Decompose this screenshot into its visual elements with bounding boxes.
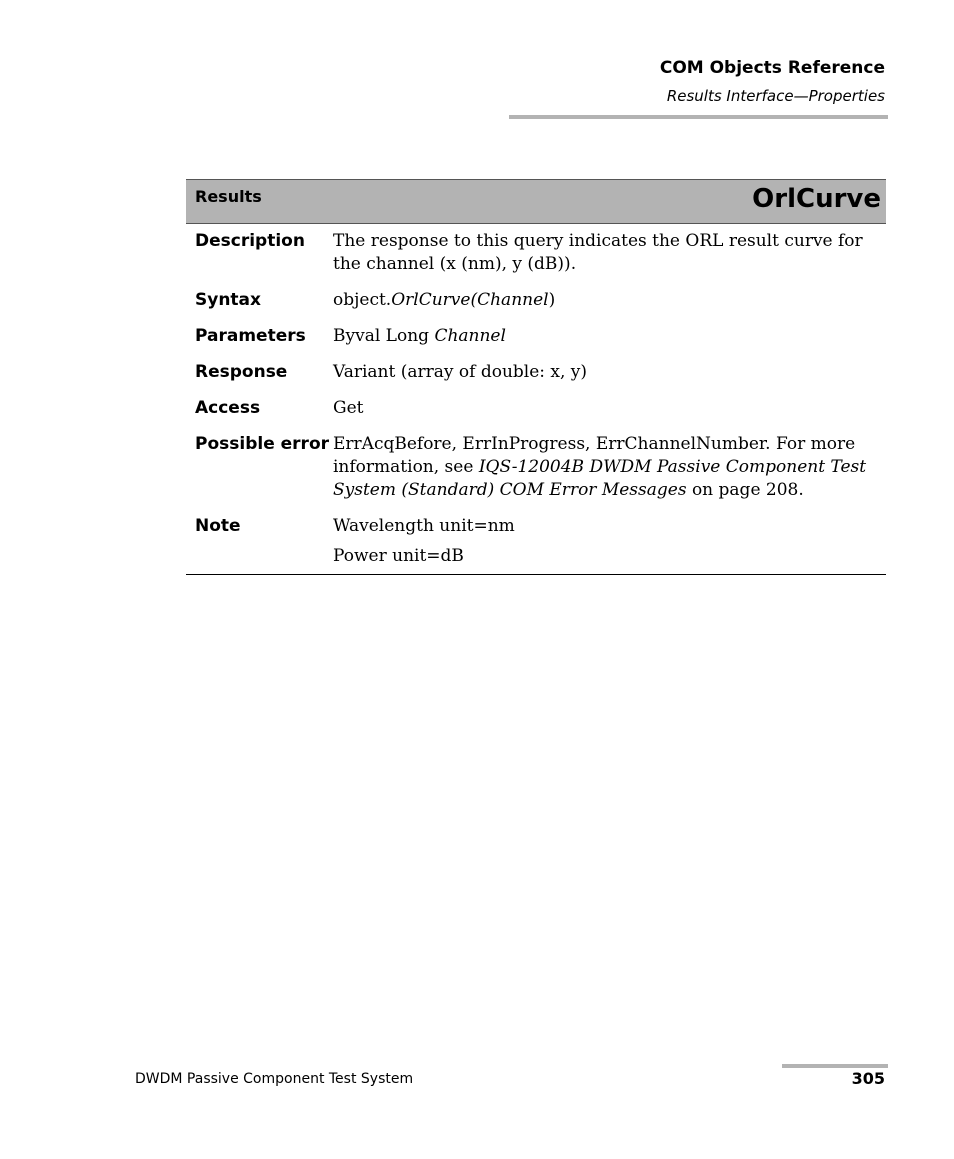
row-note — [186, 515, 886, 568]
row-value — [333, 433, 886, 502]
row-label: Possible error — [195, 434, 330, 454]
property-name: OrlCurve — [752, 184, 881, 214]
running-header-subtitle: Results Interface—Properties — [666, 87, 885, 105]
running-header-title: COM Objects Reference — [659, 58, 885, 78]
row-label: Parameters — [195, 326, 306, 346]
syntax-method: OrlCurve(Channel — [391, 290, 549, 310]
error-messages-link[interactable]: IQS-12004B DWDM Passive Component Test System (Standard) COM Error Messages — [333, 457, 867, 500]
row-parameters — [186, 325, 886, 348]
footer-rule — [782, 1064, 888, 1068]
table-header — [186, 179, 886, 224]
row-access — [186, 397, 886, 420]
row-value — [333, 230, 886, 276]
row-value — [333, 289, 886, 312]
row-value — [333, 361, 886, 384]
syntax-suffix: ) — [548, 290, 556, 310]
row-label: Note — [195, 516, 241, 536]
syntax-prefix: object. — [333, 290, 392, 310]
row-value — [333, 397, 886, 420]
access-text: Get — [333, 398, 364, 418]
footer-product-name: DWDM Passive Component Test System — [135, 1071, 414, 1087]
error-page-ref: on page 208. — [686, 480, 804, 500]
row-label: Response — [195, 362, 288, 382]
parameter-name: Channel — [434, 326, 506, 346]
property-reference-table — [186, 179, 886, 575]
row-label: Syntax — [195, 290, 261, 310]
row-description — [186, 230, 886, 276]
description-text: The response to this query indicates the ORL result curve for the channel (x (nm), y (dB)). — [333, 231, 863, 274]
page-number: 305 — [851, 1069, 885, 1088]
row-label: Access — [195, 398, 261, 418]
row-possible-error — [186, 433, 886, 502]
row-label: Description — [195, 231, 305, 251]
note-power-unit: Power unit=dB — [333, 546, 464, 566]
row-syntax — [186, 289, 886, 312]
table-body — [186, 224, 886, 574]
response-text: Variant (array of double: x, y) — [333, 362, 588, 382]
note-wavelength-unit: Wavelength unit=nm — [333, 516, 515, 536]
row-value — [333, 515, 886, 568]
header-rule — [509, 115, 888, 119]
row-response — [186, 361, 886, 384]
row-value — [333, 325, 886, 348]
interface-category: Results — [195, 187, 262, 206]
parameter-type: Byval Long — [333, 326, 435, 346]
error-list-text: ErrAcqBefore, ErrInProgress, ErrChannelNumber. For more information, see — [333, 434, 856, 477]
